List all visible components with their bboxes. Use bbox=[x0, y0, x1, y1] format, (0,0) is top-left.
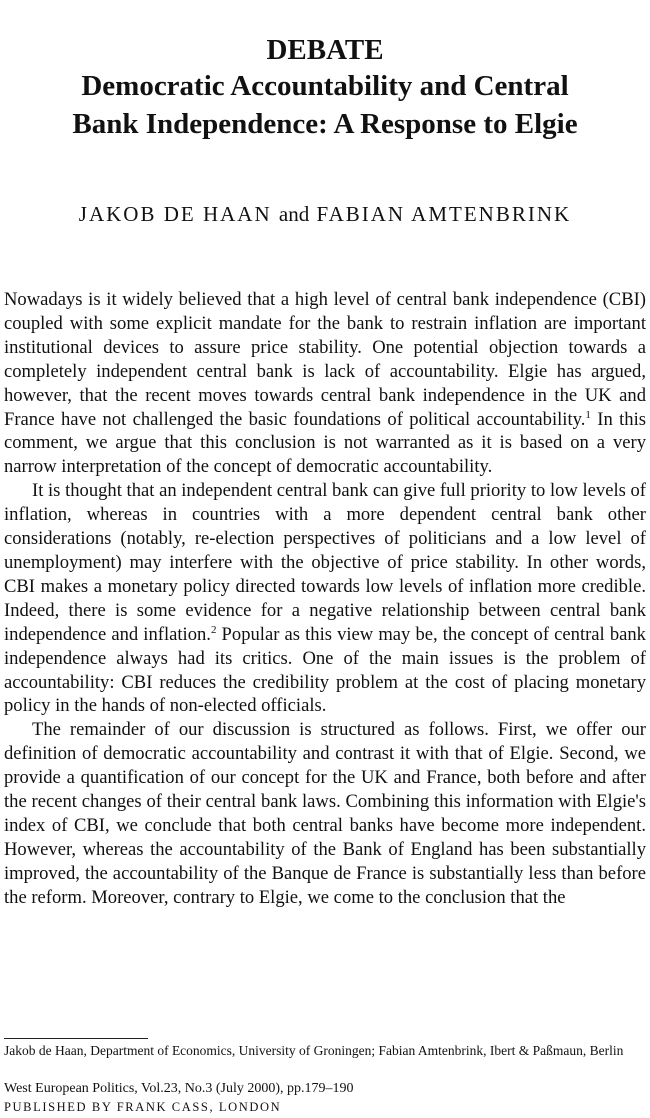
author-line bbox=[0, 202, 650, 227]
footnote-divider bbox=[4, 1038, 148, 1039]
paragraph-3: The remainder of our discussion is structured as follows. First, we offer our definition of democratic accountability and contrast it with that of Elgie. Second, we provide a quantification of our concept for the UK and France, both before and after the recent changes of their central bank laws. Combining this information with Elgie's index of CBI, we conclude that both central banks have become more independent. However, whereas the accountability of the Bank of England has been substantially improved, the accountability of the Banque de France is substantially less than before the reform. Moreover, contrary to Elgie, we come to the conclusion that the bbox=[4, 719, 646, 908]
paragraph-2-text-a: It is thought that an independent central bank can give full priority to low levels of inflation, whereas in countries with a more dependent central bank other considerations (notably, re-election perspectives of politicians and a low level of unemployment) may interfere with the objective of price stability. In other words, CBI makes a monetary policy directed towards low levels of inflation more credible. Indeed, there is some evidence for a negative relationship between central bank independence and inflation. bbox=[4, 480, 646, 645]
footnote-ref-1: 1 bbox=[585, 408, 591, 421]
paragraph-1-text-a: Nowadays is it widely believed that a high level of central bank independence (CBI) coupled with some explicit mandate for the bank to restrain inflation are important institutional devices to assure price stability. One potential objection towards a completely independent central bank is lack of accountability. Elgie has argued, however, that the recent moves towards central bank independence in the UK and France have not challenged the basic foundations of political accountability. bbox=[4, 289, 646, 430]
author-1: JAKOB DE HAAN bbox=[78, 202, 272, 226]
title-line-1: Democratic Accountability and Central bbox=[81, 70, 569, 102]
paragraph-2 bbox=[4, 479, 646, 718]
author-conjunction: and bbox=[278, 202, 310, 226]
author-affiliation: Jakob de Haan, Department of Economics, University of Groningen; Fabian Amtenbrink, Ibert & Paßmaun, Berlin bbox=[4, 1043, 624, 1058]
author-2: FABIAN AMTENBRINK bbox=[316, 202, 572, 226]
title-line-2: Bank Independence: A Response to Elgie bbox=[72, 108, 578, 140]
journal-citation: West European Politics, Vol.23, No.3 (July 2000), pp.179–190 bbox=[4, 1081, 354, 1096]
footnote-ref-2: 2 bbox=[210, 623, 217, 636]
article-body bbox=[4, 288, 646, 910]
paragraph-1 bbox=[4, 288, 646, 479]
section-label: DEBATE bbox=[266, 34, 384, 66]
publisher-line: PUBLISHED BY FRANK CASS, LONDON bbox=[4, 1100, 282, 1114]
paragraph-1-text-b: In this comment, we argue that this conclusion is not warranted as it is based on a very narrow interpretation of the concept of democratic accountability. bbox=[4, 408, 646, 478]
paragraph-2-text-b: Popular as this view may be, the concept of central bank independence always had its critics. One of the main issues is the problem of accountability: CBI reduces the credibility problem at the cost of placing monetary policy in the hands of non-elected officials. bbox=[4, 623, 646, 717]
